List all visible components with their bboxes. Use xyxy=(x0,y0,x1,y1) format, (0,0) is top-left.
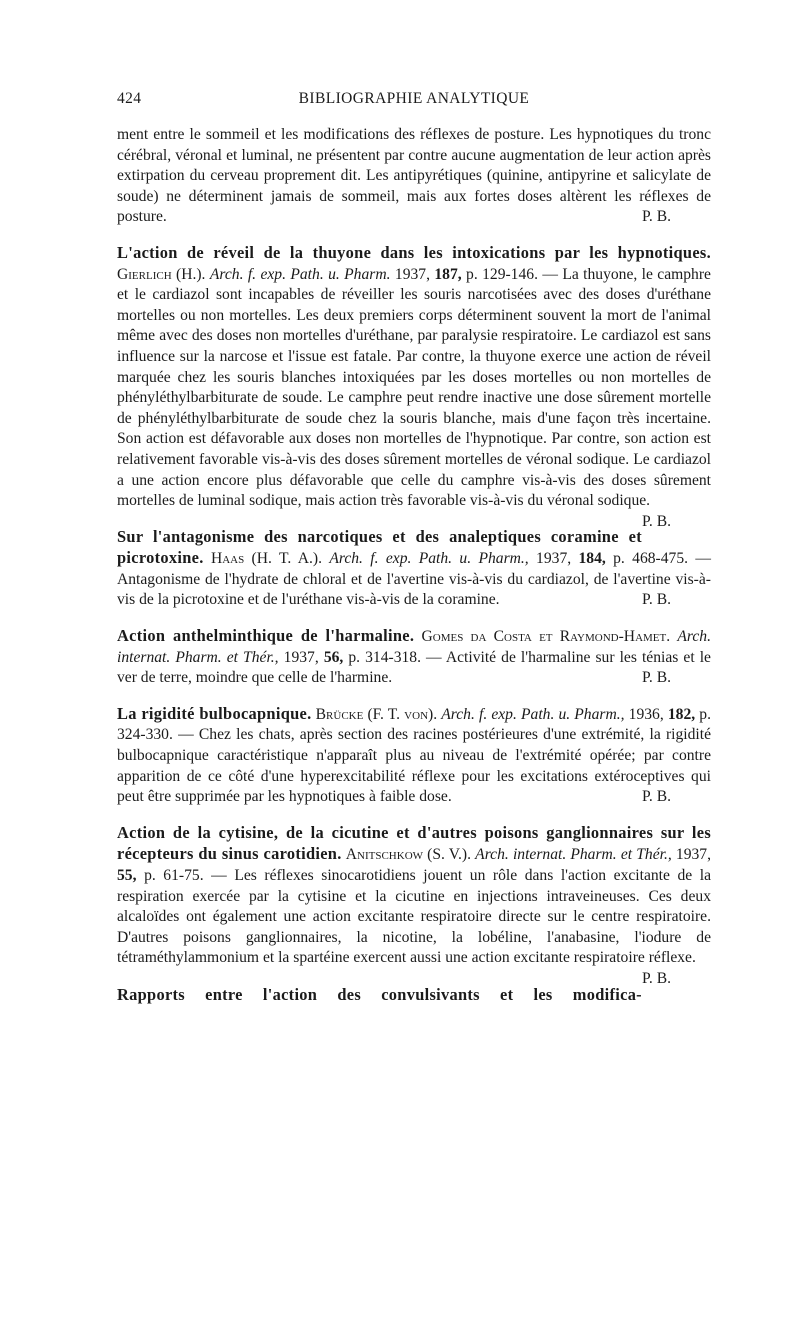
entry-body: La thuyone, le camphre et le cardiazol sont incapables de réveiller les souris narcotisées avec des doses d'uréthane mortelles ou non mortelles. Les deux premiers corps déterminent souvent la mort de l'animal même avec des doses non mortelles d'uréthane, par paralysie respiratoire. Le cardiazol est sans influence sur la narcose et l'issue est fatale. Par contre, la thuyone exerce une action de réveil marquée chez les souris blanches intoxiquées par les doses mortelles ou non mortelles de phényléthylbarbiturate de soude. Le camphre peut rendre inactive une dose sûrement mortelle de phényléthylbarbiturate de soude chez la souris blanche, mais d'une façon très incertaine. Son action est défavorable aux doses non mortelles de l'hypnotique. Par contre, son action est relativement favorable vis-à-vis des doses sûrement mortelles de véronal sodique. Le cardiazol a une action encore plus défavorable que celle du camphre vis-à-vis des doses sûrement mortelles de luminal sodique, mais action très favorable vis-à-vis du véronal sodique. xyxy=(117,265,711,510)
entry-body: Antagonisme de l'hydrate de chloral et de l'avertine vis-à-vis du cardiazol, de l'avertine vis-à-vis de la picrotoxine et de l'uréthane vis-à-vis de la coramine. xyxy=(117,570,711,609)
entry-pages: p. 468-475. — xyxy=(613,550,711,568)
entry-pages: p. 129-146. — xyxy=(466,265,558,283)
entry-paragraph xyxy=(117,527,711,611)
entry-year: 1937, xyxy=(675,846,711,864)
bibliography-entry xyxy=(117,527,711,611)
entry-journal: Arch. internat. Pharm. et Thér., xyxy=(475,846,672,864)
entry-volume: 55, xyxy=(117,867,137,884)
entry-journal: Arch. f. exp. Path. u. Pharm., xyxy=(329,550,529,568)
entry-authors: Haas (H. T. A.). xyxy=(210,550,322,568)
entry-volume: 182, xyxy=(667,705,696,723)
bibliography-entry xyxy=(117,822,711,987)
continuation-text: ment entre le sommeil et les modifications des réflexes de posture. Les hypnotiques du tronc cérébral, véronal et luminal, ne présentent par contre aucune augmentation de leur action après extirpation du cerveau proprement dit. Les antipyrétiques (quinine, antipyrine et salicylate de soude) ne déterminent jamais de sommeil, mais aux fortes doses altèrent les réflexes de posture. P. B. xyxy=(117,125,711,228)
entry-heading: L'action de réveil de la thuyone dans les intoxications par les hypnotiques. xyxy=(117,242,711,262)
entry-volume: 184, xyxy=(578,550,606,568)
signature: P. B. xyxy=(641,669,671,687)
entry-body: Les réflexes sinocarotidiens jouent un rôle dans l'action excitante de la respiration exercée par la cytisine et la cicutine en injections intraveineuses. Ces deux alcaloïdes ont également une action excitante respiratoire directe sur le centre respiratoire. D'autres poisons ganglionnaires, la nicotine, la lobéline, l'anabasine, l'iodure de tétraméthylammonium et la spartéine exercent aussi une action excitante respiratoire réflexe. xyxy=(117,867,711,967)
entry-volume: 187, xyxy=(434,265,462,283)
running-header xyxy=(117,90,711,112)
signature: P. B. xyxy=(641,969,671,987)
page-number: 424 xyxy=(117,90,142,107)
entry-body: Activité de l'harmaline sur les ténias et le ver de terre, moindre que celle de l'harmine. xyxy=(117,648,711,687)
entry-pages: p. 61-75. — xyxy=(144,867,227,884)
entry-body: Chez les chats, après section des racines postérieures d'une extrémité, la rigidité bulbocapnique caractéristique n'apparaît plus au niveau de l'extrémité opérée; par contre apparition de ce côté d'une hyperexcitabilité réflexe pour les excitations extéroceptives qui peut être supprimée par les hypnotiques à faible dose. xyxy=(117,726,711,806)
entry-authors: Brücke (F. T. von). xyxy=(315,705,438,723)
trailing-heading: Rapports entre l'action des convulsivants et les modifica- xyxy=(117,984,642,1004)
entry-authors: Gierlich (H.). xyxy=(117,265,206,283)
entry-heading: Action anthelminthique de l'harmaline. xyxy=(117,626,415,646)
entry-paragraph xyxy=(117,242,711,530)
entry-heading: La rigidité bulbocapnique. xyxy=(117,703,312,723)
signature: P. B. xyxy=(641,591,671,609)
entry-journal: Arch. internat. Pharm. et Thér., xyxy=(117,628,711,666)
entry-year: 1937, xyxy=(394,265,430,283)
entry-journal: Arch. f. exp. Path. u. Pharm., xyxy=(441,705,625,723)
signature: P. B. xyxy=(641,788,671,806)
entry-heading: Sur l'antagonisme des narcotiques et des analeptiques coramine et picrotoxine. xyxy=(117,526,642,568)
entry-year: 1937, xyxy=(283,648,319,666)
entry-heading: Action de la cytisine, de la cicutine et d'autres poisons ganglionnaires sur les récepteurs du sinus carotidien. xyxy=(117,822,711,864)
page-body xyxy=(117,125,711,1006)
entry-paragraph xyxy=(117,822,711,987)
entry-authors: Gomes da Costa et Raymond-Hamet. xyxy=(421,628,671,646)
entry-year: 1936, xyxy=(628,705,664,723)
entry-year: 1937, xyxy=(536,550,572,568)
entry-journal: Arch. f. exp. Path. u. Pharm. xyxy=(209,265,391,283)
signature: P. B. xyxy=(641,208,671,226)
entry-authors: Anitschkow (S. V.). xyxy=(345,846,472,864)
signature: P. B. xyxy=(641,512,671,530)
entry-pages: p. 314-318. — xyxy=(348,648,442,666)
bibliography-entry xyxy=(117,704,711,808)
bibliography-entry xyxy=(117,242,711,530)
continuation-entry xyxy=(117,125,711,228)
entry-paragraph xyxy=(117,704,711,808)
entry-paragraph xyxy=(117,626,711,689)
entry-volume: 56, xyxy=(323,648,344,666)
entry-pages: p. 324-330. — xyxy=(117,705,711,744)
bibliography-entry xyxy=(117,626,711,689)
running-title: BIBLIOGRAPHIE ANALYTIQUE xyxy=(298,90,530,107)
